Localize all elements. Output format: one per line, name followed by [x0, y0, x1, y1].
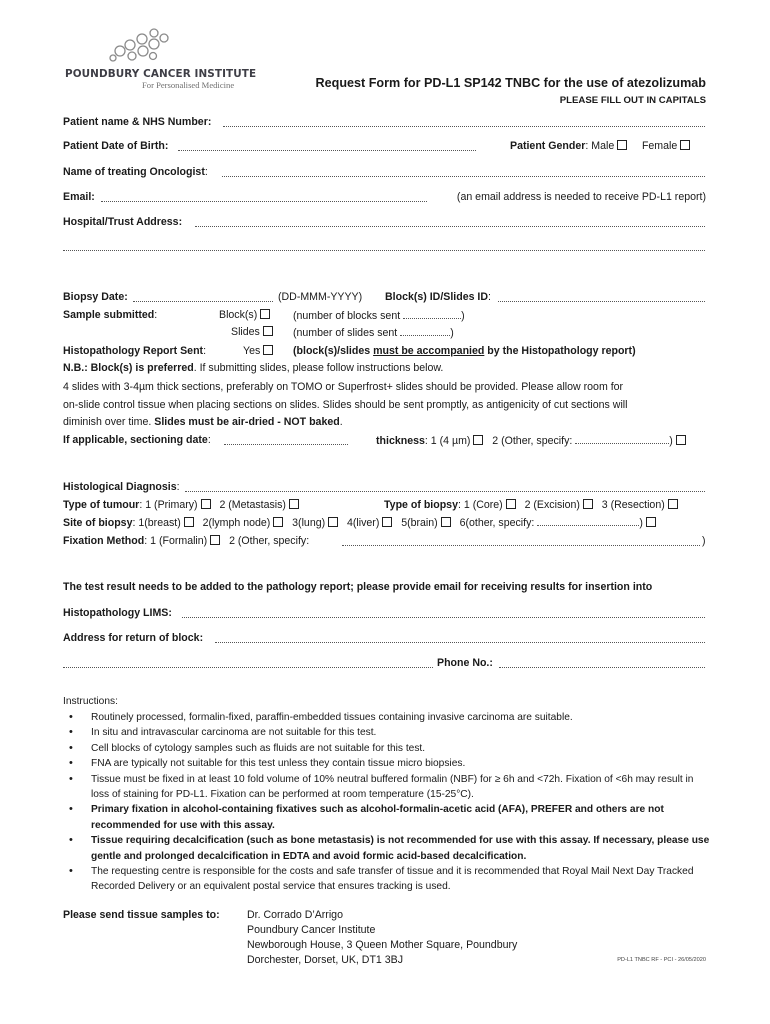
tumour-opt1-checkbox[interactable] [201, 499, 211, 509]
send-address-line: Poundbury Cancer Institute [247, 924, 376, 936]
thickness-label: thickness [376, 435, 425, 447]
slides-option-label: Slides [231, 326, 260, 338]
site-row: Site of biopsy: 1(breast) 2(lymph node) 3(lung) 4(liver) 5(brain) 6(other, specify: ) [63, 515, 705, 529]
biopsy-type-label: Type of biopsy [384, 499, 458, 511]
histo-report-row: Histopathology Report Sent: [63, 345, 207, 357]
patient-name-field[interactable] [223, 116, 705, 127]
site-opt2-label: 2(lymph node) [202, 517, 271, 529]
sample-label: Sample submitted [63, 309, 155, 321]
slides-line3-post: . [339, 416, 343, 428]
accompany-note [293, 344, 636, 358]
tumour-opt2-label: 2 (Metastasis) [219, 499, 286, 511]
send-label: Please send tissue samples to: [63, 909, 220, 921]
fixation-opt2-label: 2 (Other, specify: [229, 535, 310, 547]
lims-field[interactable] [182, 607, 705, 618]
slides-option [231, 325, 273, 339]
sample-row: Sample submitted: [63, 309, 158, 321]
gender-male-checkbox[interactable] [617, 140, 627, 150]
hospital-label: Hospital/Trust Address [63, 216, 179, 228]
logo-tagline: For Personalised Medicine [142, 80, 235, 90]
site-opt1-checkbox[interactable] [184, 517, 194, 527]
slides-count-field[interactable] [400, 325, 450, 336]
biopsy-opt2-label: 2 (Excision) [524, 499, 580, 511]
email-field[interactable] [101, 191, 427, 202]
tumour-opt1-label: 1 (Primary) [145, 499, 198, 511]
nb-row [63, 361, 705, 375]
site-opt1-label: 1(breast) [138, 517, 181, 529]
blocks-checkbox[interactable] [260, 309, 270, 319]
site-opt5-label: 5(brain) [401, 517, 438, 529]
biopsy-opt3-checkbox[interactable] [668, 499, 678, 509]
gender-male-label: Male [591, 140, 615, 152]
tumour-row: Type of tumour: 1 (Primary) 2 (Metastasis) [63, 498, 705, 512]
logo [64, 24, 264, 92]
hospital-row: Hospital/Trust Address: [63, 216, 183, 228]
list-item: • Routinely processed, formalin-fixed, paraffin-embedded tissues containing invasive carcinoma are suitable. [63, 710, 713, 725]
slides-count: (number of slides sent ) [293, 327, 454, 339]
hospital-field-line2[interactable] [63, 240, 705, 251]
patient-dob-label: Patient Date of Birth [63, 140, 165, 152]
logo-name: POUNDBURY CANCER INSTITUTE [65, 68, 257, 80]
thickness-opt2-label: 2 (Other, specify: [492, 435, 573, 447]
tumour-label: Type of tumour [63, 499, 140, 511]
fixation-opt1-label: 1 (Formalin) [150, 535, 208, 547]
fixation-row: Fixation Method: 1 (Formalin) 2 (Other, specify: [63, 535, 310, 547]
list-item: • Cell blocks of cytology samples such as fluids are not suitable for this test. [63, 741, 713, 756]
fixation-label: Fixation Method [63, 535, 145, 547]
thickness-opt1-label: 1 (4 µm) [430, 435, 471, 447]
list-item: • In situ and intravascular carcinoma are not suitable for this test. [63, 725, 713, 740]
patient-name-label: Patient name & NHS Number [63, 116, 208, 128]
return-label: Address for return of block [63, 632, 200, 644]
biopsy-type-row: Type of biopsy: 1 (Core) 2 (Excision) 3 (Resection) [384, 498, 678, 512]
site-specify-field[interactable] [537, 515, 639, 526]
phone-label: Phone No. [437, 657, 490, 669]
return-row: Address for return of block: [63, 632, 204, 644]
form-title: Request Form for PD-L1 SP142 TNBC for the use of atezolizumab [315, 76, 706, 90]
site-label: Site of biopsy [63, 517, 133, 529]
send-address-line: Newborough House, 3 Queen Mother Square, Poundbury [247, 939, 518, 951]
slides-instruction-3 [63, 415, 705, 429]
accompany-post: by the Histopathology report) [484, 345, 636, 357]
biopsy-opt1-label: 1 (Core) [463, 499, 503, 511]
hospital-field[interactable] [195, 216, 705, 227]
blocks-note: (number of blocks sent [293, 310, 401, 322]
sectioning-row: If applicable, sectioning date: [63, 434, 211, 446]
biopsy-date-field[interactable] [133, 291, 273, 302]
oncologist-label: Name of treating Oncologist [63, 166, 205, 178]
list-item: • Primary fixation in alcohol-containing fixatives such as alcohol-formalin-acetic acid (AFA), PREFER and others are not recommended for use with this assay. [63, 802, 713, 833]
site-opt4-checkbox[interactable] [382, 517, 392, 527]
histo-diagnosis-field[interactable] [185, 481, 705, 492]
fixation-close-paren: ) [702, 535, 706, 547]
instructions-heading: Instructions: [63, 696, 118, 707]
block-id-label: Block(s) ID/Slides ID [385, 291, 489, 303]
phone-field[interactable] [499, 657, 705, 668]
histo-diagnosis-label: Histological Diagnosis [63, 481, 177, 493]
site-opt4-label: 4(liver) [346, 517, 380, 529]
histo-report-label: Histopathology Report Sent [63, 345, 204, 357]
accompany-pre: (block(s)/slides [293, 345, 374, 357]
histo-diagnosis-row: Histological Diagnosis: [63, 481, 180, 493]
blocks-count: (number of blocks sent ) [293, 310, 465, 322]
list-item: • FNA are typically not suitable for this test unless they contain tissue micro biopsies. [63, 756, 713, 771]
biopsy-opt1-checkbox[interactable] [506, 499, 516, 509]
email-note: (an email address is needed to receive PD-L1 report) [456, 191, 706, 203]
instructions-heading-text: Instructions [63, 696, 116, 707]
biopsy-date-format: (DD-MMM-YYYY) [278, 291, 363, 303]
thickness-opt2-checkbox[interactable] [676, 435, 686, 445]
tumour-opt2-checkbox[interactable] [289, 499, 299, 509]
return-address-field[interactable] [215, 632, 705, 643]
oncologist-field[interactable] [222, 166, 705, 177]
send-address-line: Dorchester, Dorset, UK, DT1 3BJ [247, 954, 404, 966]
site-opt3-label: 3(lung) [292, 517, 326, 529]
patient-gender-label: Patient Gender [510, 140, 586, 152]
block-id-field[interactable] [498, 291, 705, 302]
blocks-option-label: Block(s) [219, 309, 258, 321]
patient-dob-field[interactable] [178, 140, 476, 151]
biopsy-date-label: Biopsy Date [63, 291, 125, 303]
thickness-specify-field[interactable] [575, 433, 669, 444]
doc-reference: PD-L1 TNBC RF - PCI - 26/05/2020 [617, 957, 706, 963]
thickness-row: thickness: 1 (4 µm) 2 (Other, specify: ) [376, 433, 686, 448]
sectioning-date-field[interactable] [224, 434, 348, 445]
slides-instruction-2: on-slide control tissue when placing sections on slides. Slides should be sent promptly, as antigenicity of cut sections will [63, 399, 628, 411]
lims-label: Histopathology LIMS [63, 607, 169, 619]
oncologist-row: Name of treating Oncologist: [63, 166, 208, 178]
biopsy-opt3-label: 3 (Resection) [601, 499, 665, 511]
fixation-opt1-checkbox[interactable] [210, 535, 220, 545]
nb-bold: N.B.: Block(s) is preferred [63, 362, 194, 374]
sectioning-label: If applicable, sectioning date [63, 434, 208, 446]
nb-rest: . If submitting slides, please follow instructions below. [193, 362, 444, 374]
site-opt6-label: 6(other, specify: [459, 517, 535, 529]
logo-molecule-icon [108, 24, 178, 64]
gender-female-checkbox[interactable] [680, 140, 690, 150]
list-item: • Tissue must be fixed in at least 10 fold volume of 10% neutral buffered formalin (NBF) for ≥ 6h and <72h. Fixation of <6h may result in loss of staining for PD-L1. Fixation can be performed at room temperature (15-25°C). [63, 772, 713, 803]
fixation-specify-field[interactable] [342, 535, 700, 546]
blocks-count-field[interactable] [403, 308, 461, 319]
thickness-opt1-checkbox[interactable] [473, 435, 483, 445]
block-id-row: Block(s) ID/Slides ID: [385, 291, 491, 303]
patient-gender: Patient Gender: Male Female [510, 139, 690, 153]
biopsy-opt2-checkbox[interactable] [583, 499, 593, 509]
instructions-list [63, 710, 713, 895]
gender-female-label: Female [641, 140, 678, 152]
list-item: • Tissue requiring decalcification (such as bone metastasis) is not recommended for use with this assay. If necessary, please use gentle and prolonged decalcification in EDTA and avoid formic acid-based decalcification. [63, 833, 713, 864]
site-opt5-checkbox[interactable] [441, 517, 451, 527]
email-label: Email [63, 191, 92, 203]
email-row: Email: [63, 191, 95, 203]
histo-yes-option [243, 344, 273, 358]
blocks-option [219, 308, 270, 322]
site-opt3-checkbox[interactable] [328, 517, 338, 527]
histo-yes-checkbox[interactable] [263, 345, 273, 355]
result-statement: The test result needs to be added to the pathology report; please provide email for receiving results for insertion into [63, 581, 653, 593]
slides-line3-pre: diminish over time. [63, 416, 155, 428]
send-address-line: Dr. Corrado D’Arrigo [247, 909, 343, 921]
site-opt2-checkbox[interactable] [273, 517, 283, 527]
phone-row: Phone No.: [437, 657, 493, 669]
histo-yes-label: Yes [243, 345, 261, 357]
slides-instruction-1: 4 slides with 3-4µm thick sections, preferably on TOMO or Superfrost+ slides should be provided. Please allow room for [63, 381, 624, 393]
slides-line3-bold: Slides must be air-dried - NOT baked [154, 416, 340, 428]
form-subtitle: PLEASE FILL OUT IN CAPITALS [559, 95, 706, 106]
slides-checkbox[interactable] [263, 326, 273, 336]
lims-row: Histopathology LIMS: [63, 607, 172, 619]
return-address-field-line2[interactable] [63, 657, 433, 668]
biopsy-date-row: Biopsy Date: [63, 291, 128, 303]
accompany-underlined: must be accompanied [373, 345, 485, 357]
patient-dob-row: Patient Date of Birth: [63, 140, 169, 152]
list-item: • The requesting centre is responsible for the costs and safe transfer of tissue and it is recommended that Royal Mail Next Day Tracked Recorded Delivery or an equivalent postal service that ensures tracking is used. [63, 864, 713, 895]
patient-name-row: Patient name & NHS Number: [63, 116, 212, 128]
site-opt6-checkbox[interactable] [646, 517, 656, 527]
slides-note: (number of slides sent [293, 327, 398, 339]
